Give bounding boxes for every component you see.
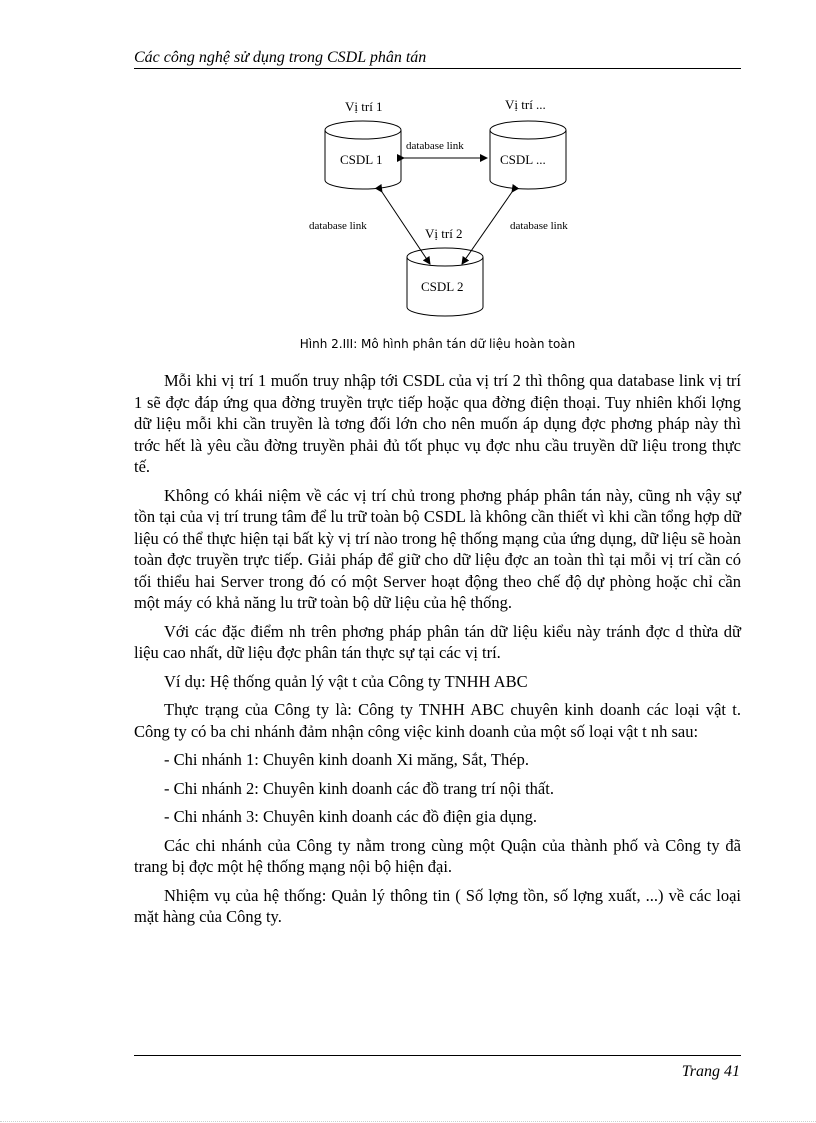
db1-label: CSDL 1 [340,152,383,167]
site2-label: Vị trí 2 [425,226,463,241]
db-n-label: CSDL ... [500,152,546,167]
list-item: - Chi nhánh 3: Chuyên kinh doanh các đồ điện gia dụng. [164,807,538,826]
db1-cylinder [325,121,401,189]
link-arrow-right [462,192,512,264]
distribution-diagram [300,92,600,337]
paragraph: Thực trạng của Công ty là: Công ty TNHH ABC chuyên kinh doanh các loại vật t. Công ty có ba chi nhánh đảm nhận công việc kinh doanh của một số loại vật t nh sau: [134,700,741,741]
body-text [134,370,741,935]
paragraph: Ví dụ: Hệ thống quản lý vật t của Công ty TNHH ABC [164,671,528,691]
list-item: - Chi nhánh 1: Chuyên kinh doanh Xi măng, Sắt, Thép. [164,750,529,769]
db-n-cylinder [490,121,566,189]
paragraph: Với các đặc điểm nh trên phơng pháp phân tán dữ liệu kiểu này tránh đợc d thừa dữ liệu cao nhất, dữ liệu đợc phân tán thực sự tại các vị trí. [134,621,741,662]
list-item: - Chi nhánh 2: Chuyên kinh doanh các đồ trang trí nội thất. [164,778,554,798]
figure-caption: Hình 2.III: Mô hình phân tán dữ liệu hoàn toàn [299,337,576,351]
paragraph: Mỗi khi vị trí 1 muốn truy nhập tới CSDL của vị trí 2 thì thông qua database link vị trí 1 sẽ đợc đáp ứng qua đờng truyền trực tiếp hoặc qua đờng điện thoại. Tuy nhiên khối lợng dữ liệu mỗi khi cần truyền là tơng đối lớn cho nên muốn áp dụng đợc phơng pháp này thì trớc hết là yêu cầu đờng truyền phải đủ tốt phục vụ đợc nhu cầu truyền dữ liệu trong thực tế. [134,371,741,476]
paragraph: Nhiệm vụ của hệ thống: Quản lý thông tin ( Số lợng tồn, số lợng xuất, ...) về các loại mặt hàng của Công ty. [134,885,741,926]
link-label-top: database link [406,140,464,152]
paragraph: Các chi nhánh của Công ty nằm trong cùng một Quận của thành phố và Công ty đã trang bị đợc một hệ thống mạng nội bộ hiện đại. [134,835,741,876]
site-n-label: Vị trí ... [505,97,546,112]
page-edge [0,1121,816,1122]
link-label-right: database link [510,220,568,232]
link-label-left: database link [309,220,367,232]
page-number: Trang 41 [681,1063,740,1080]
link-arrow-left [382,192,430,264]
db2-cylinder [407,248,483,316]
site1-label: Vị trí 1 [345,99,383,114]
page-header-title: Các công nghệ sử dụng trong CSDL phân tán [134,49,427,66]
paragraph: Không có khái niệm về các vị trí chủ trong phơng pháp phân tán này, cũng nh vậy sự tồn tại của vị trí trung tâm để lu trữ toàn bộ CSDL là không cần thiết vì khi cần tổng hợp dữ liệu có thể thực hiện tại bất kỳ vị trí nào trong hệ thống mạng của ứng dụng, dữ liệu sẽ hoàn toàn đợc truyền trực tiếp. Giải pháp để giữ cho dữ liệu đợc an toàn thì tại mỗi vị trí cần có tối thiểu hai Server trong đó có một Server hoạt động theo chế độ dự phòng hoặc chỉ cần một máy có khả năng lu trữ toàn bộ dữ liệu của hệ thống. [134,485,741,612]
header-rule [134,68,741,69]
footer-rule [134,1055,741,1056]
db2-label: CSDL 2 [421,279,464,294]
